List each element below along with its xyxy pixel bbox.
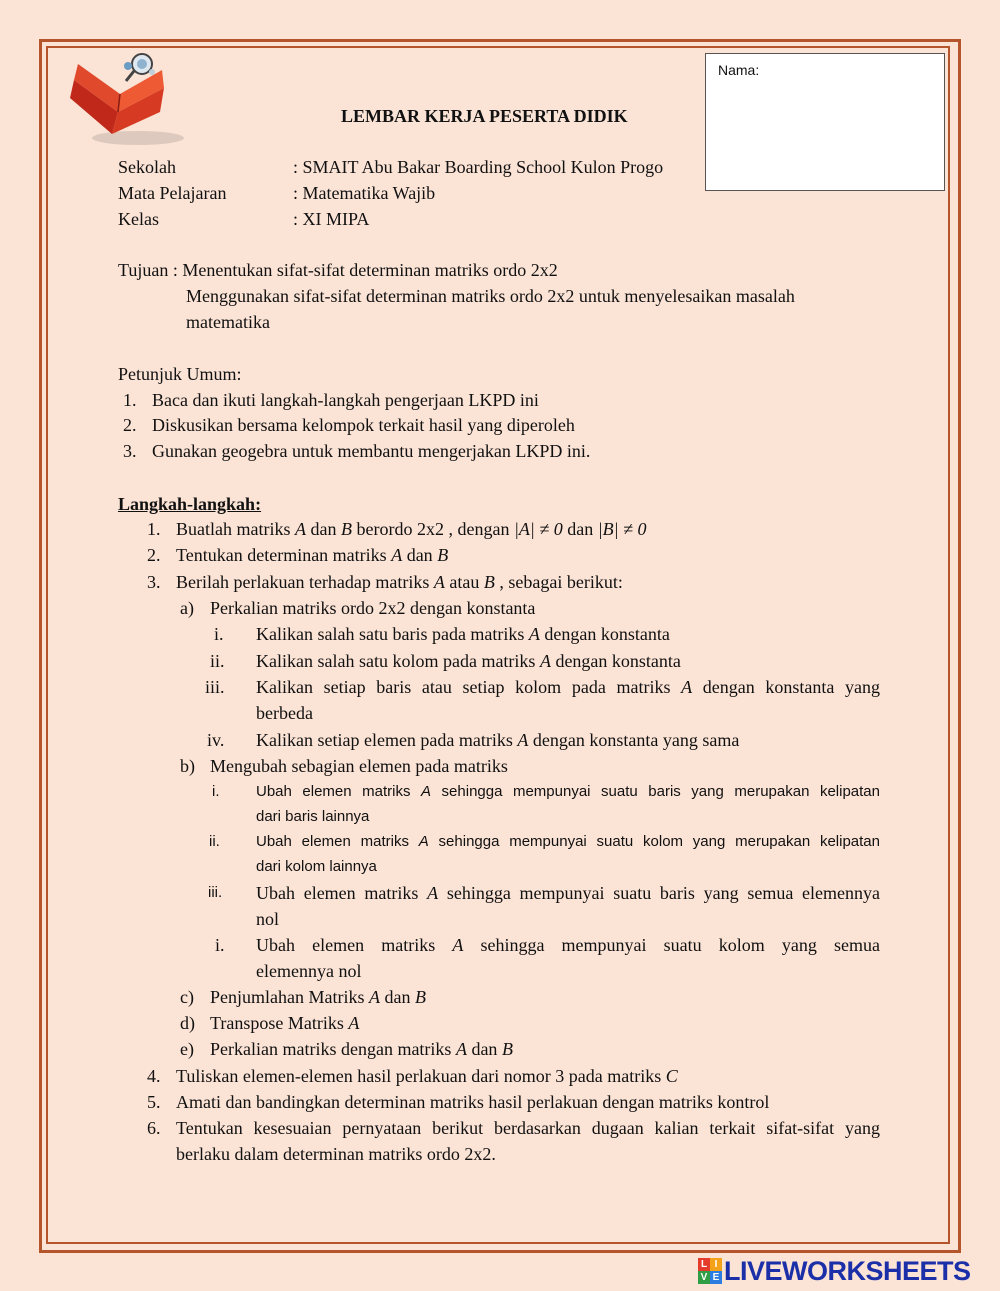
sub-b-i-cont: dari baris lainnya (256, 808, 370, 825)
tujuan-line-3: matematika (186, 312, 270, 332)
tujuan-line-1: Tujuan : Menentukan sifat-sifat determinan matriks ordo 2x2 (118, 260, 558, 280)
sub-num: b) (180, 756, 195, 776)
roman-num: iv. (207, 730, 225, 750)
info-key-mapel: Mata Pelajaran (118, 183, 227, 203)
sub-num: d) (180, 1013, 195, 1033)
roman-num: iii. (205, 677, 225, 697)
name-box[interactable] (705, 53, 945, 191)
page-title: LEMBAR KERJA PESERTA DIDIK (341, 106, 628, 126)
step-5-text: Amati dan bandingkan determinan matriks hasil perlakuan dengan matriks kontrol (176, 1092, 770, 1112)
petunjuk-heading: Petunjuk Umum: (118, 364, 242, 384)
sub-a-iii-cont: berbeda (256, 703, 313, 723)
liveworksheets-logo[interactable] (698, 1256, 971, 1286)
roman-num: i. (212, 783, 220, 800)
step-1-text: Buatlah matriks A dan B berordo 2x2 , dengan |A| ≠ 0 dan |B| ≠ 0 (176, 519, 647, 539)
sub-a-i-text: Kalikan salah satu baris pada matriks A dengan konstanta (256, 624, 670, 644)
sub-a-iii-text: Kalikan setiap baris atau setiap kolom pada matriks A dengan konstanta yang (256, 677, 881, 697)
info-value-sekolah: : SMAIT Abu Bakar Boarding School Kulon Progo (293, 157, 664, 177)
roman-num: i. (215, 935, 225, 955)
roman-num: ii. (210, 651, 225, 671)
sub-c-text: Penjumlahan Matriks A dan B (210, 987, 426, 1007)
roman-num: i. (214, 624, 224, 644)
petunjuk-num: 3. (123, 441, 137, 461)
petunjuk-num: 2. (123, 415, 137, 435)
roman-num: iii. (208, 884, 223, 901)
sub-b-iii-cont: nol (256, 909, 280, 929)
sub-e-text: Perkalian matriks dengan matriks A dan B (210, 1039, 513, 1059)
sub-d-text: Transpose Matriks A (210, 1013, 360, 1033)
sub-a-ii-text: Kalikan salah satu kolom pada matriks A dengan konstanta (256, 651, 681, 671)
sub-b-iii-text: Ubah elemen matriks A sehingga mempunyai suatu baris yang semua elemennya (256, 883, 881, 903)
step-6-cont: berlaku dalam determinan matriks ordo 2x2. (176, 1144, 496, 1164)
step-2-text: Tentukan determinan matriks A dan B (176, 545, 449, 565)
sub-num: e) (180, 1039, 194, 1059)
step-num: 5. (147, 1092, 161, 1112)
step-num: 2. (147, 545, 161, 565)
langkah-heading: Langkah-langkah: (118, 494, 262, 514)
liveworksheets-brand-text: LIVEWORKSHEETS (724, 1255, 971, 1286)
sub-b-i-text: Ubah elemen matriks A sehingga mempunyai suatu baris yang merupakan kelipatan (256, 783, 880, 800)
sub-b-iv-text: Ubah elemen matriks A sehingga mempunyai suatu kolom yang semua (256, 935, 881, 955)
roman-num: ii. (209, 833, 220, 850)
sub-num: c) (180, 987, 194, 1007)
step-num: 6. (147, 1118, 161, 1138)
info-value-mapel: : Matematika Wajib (293, 183, 436, 203)
info-value-kelas: : XI MIPA (293, 209, 370, 229)
sub-num: a) (180, 598, 194, 618)
sub-b-ii-cont: dari kolom lainnya (256, 858, 377, 875)
step-6-text: Tentukan kesesuaian pernyataan berikut berdasarkan dugaan kalian terkait sifat-sifat yang (176, 1118, 880, 1138)
step-3-text: Berilah perlakuan terhadap matriks A atau B , sebagai berikut: (176, 572, 623, 592)
step-num: 4. (147, 1066, 161, 1086)
book-magnifier-icon (66, 50, 190, 150)
name-label: Nama: (718, 62, 760, 78)
sub-b-ii-text: Ubah elemen matriks A sehingga mempunyai suatu kolom yang merupakan kelipatan (256, 833, 880, 850)
sub-a-iv-text: Kalikan setiap elemen pada matriks A dengan konstanta yang sama (256, 730, 740, 750)
info-key-sekolah: Sekolah (118, 157, 176, 177)
petunjuk-num: 1. (123, 390, 137, 410)
info-key-kelas: Kelas (118, 209, 159, 229)
petunjuk-item: Baca dan ikuti langkah-langkah pengerjaan LKPD ini (152, 390, 539, 410)
tujuan-line-2: Menggunakan sifat-sifat determinan matriks ordo 2x2 untuk menyelesaikan masalah (186, 286, 795, 306)
petunjuk-item: Gunakan geogebra untuk membantu mengerjakan LKPD ini. (152, 441, 591, 461)
step-num: 1. (147, 519, 161, 539)
liveworksheets-logo-icon: L I V E (698, 1258, 722, 1284)
sub-b-heading: Mengubah sebagian elemen pada matriks (210, 756, 508, 776)
sub-a-heading: Perkalian matriks ordo 2x2 dengan konstanta (210, 598, 536, 618)
sub-b-iv-cont: elemennya nol (256, 961, 362, 981)
petunjuk-item: Diskusikan bersama kelompok terkait hasil yang diperoleh (152, 415, 575, 435)
step-num: 3. (147, 572, 161, 592)
step-4-text: Tuliskan elemen-elemen hasil perlakuan dari nomor 3 pada matriks C (176, 1066, 678, 1086)
